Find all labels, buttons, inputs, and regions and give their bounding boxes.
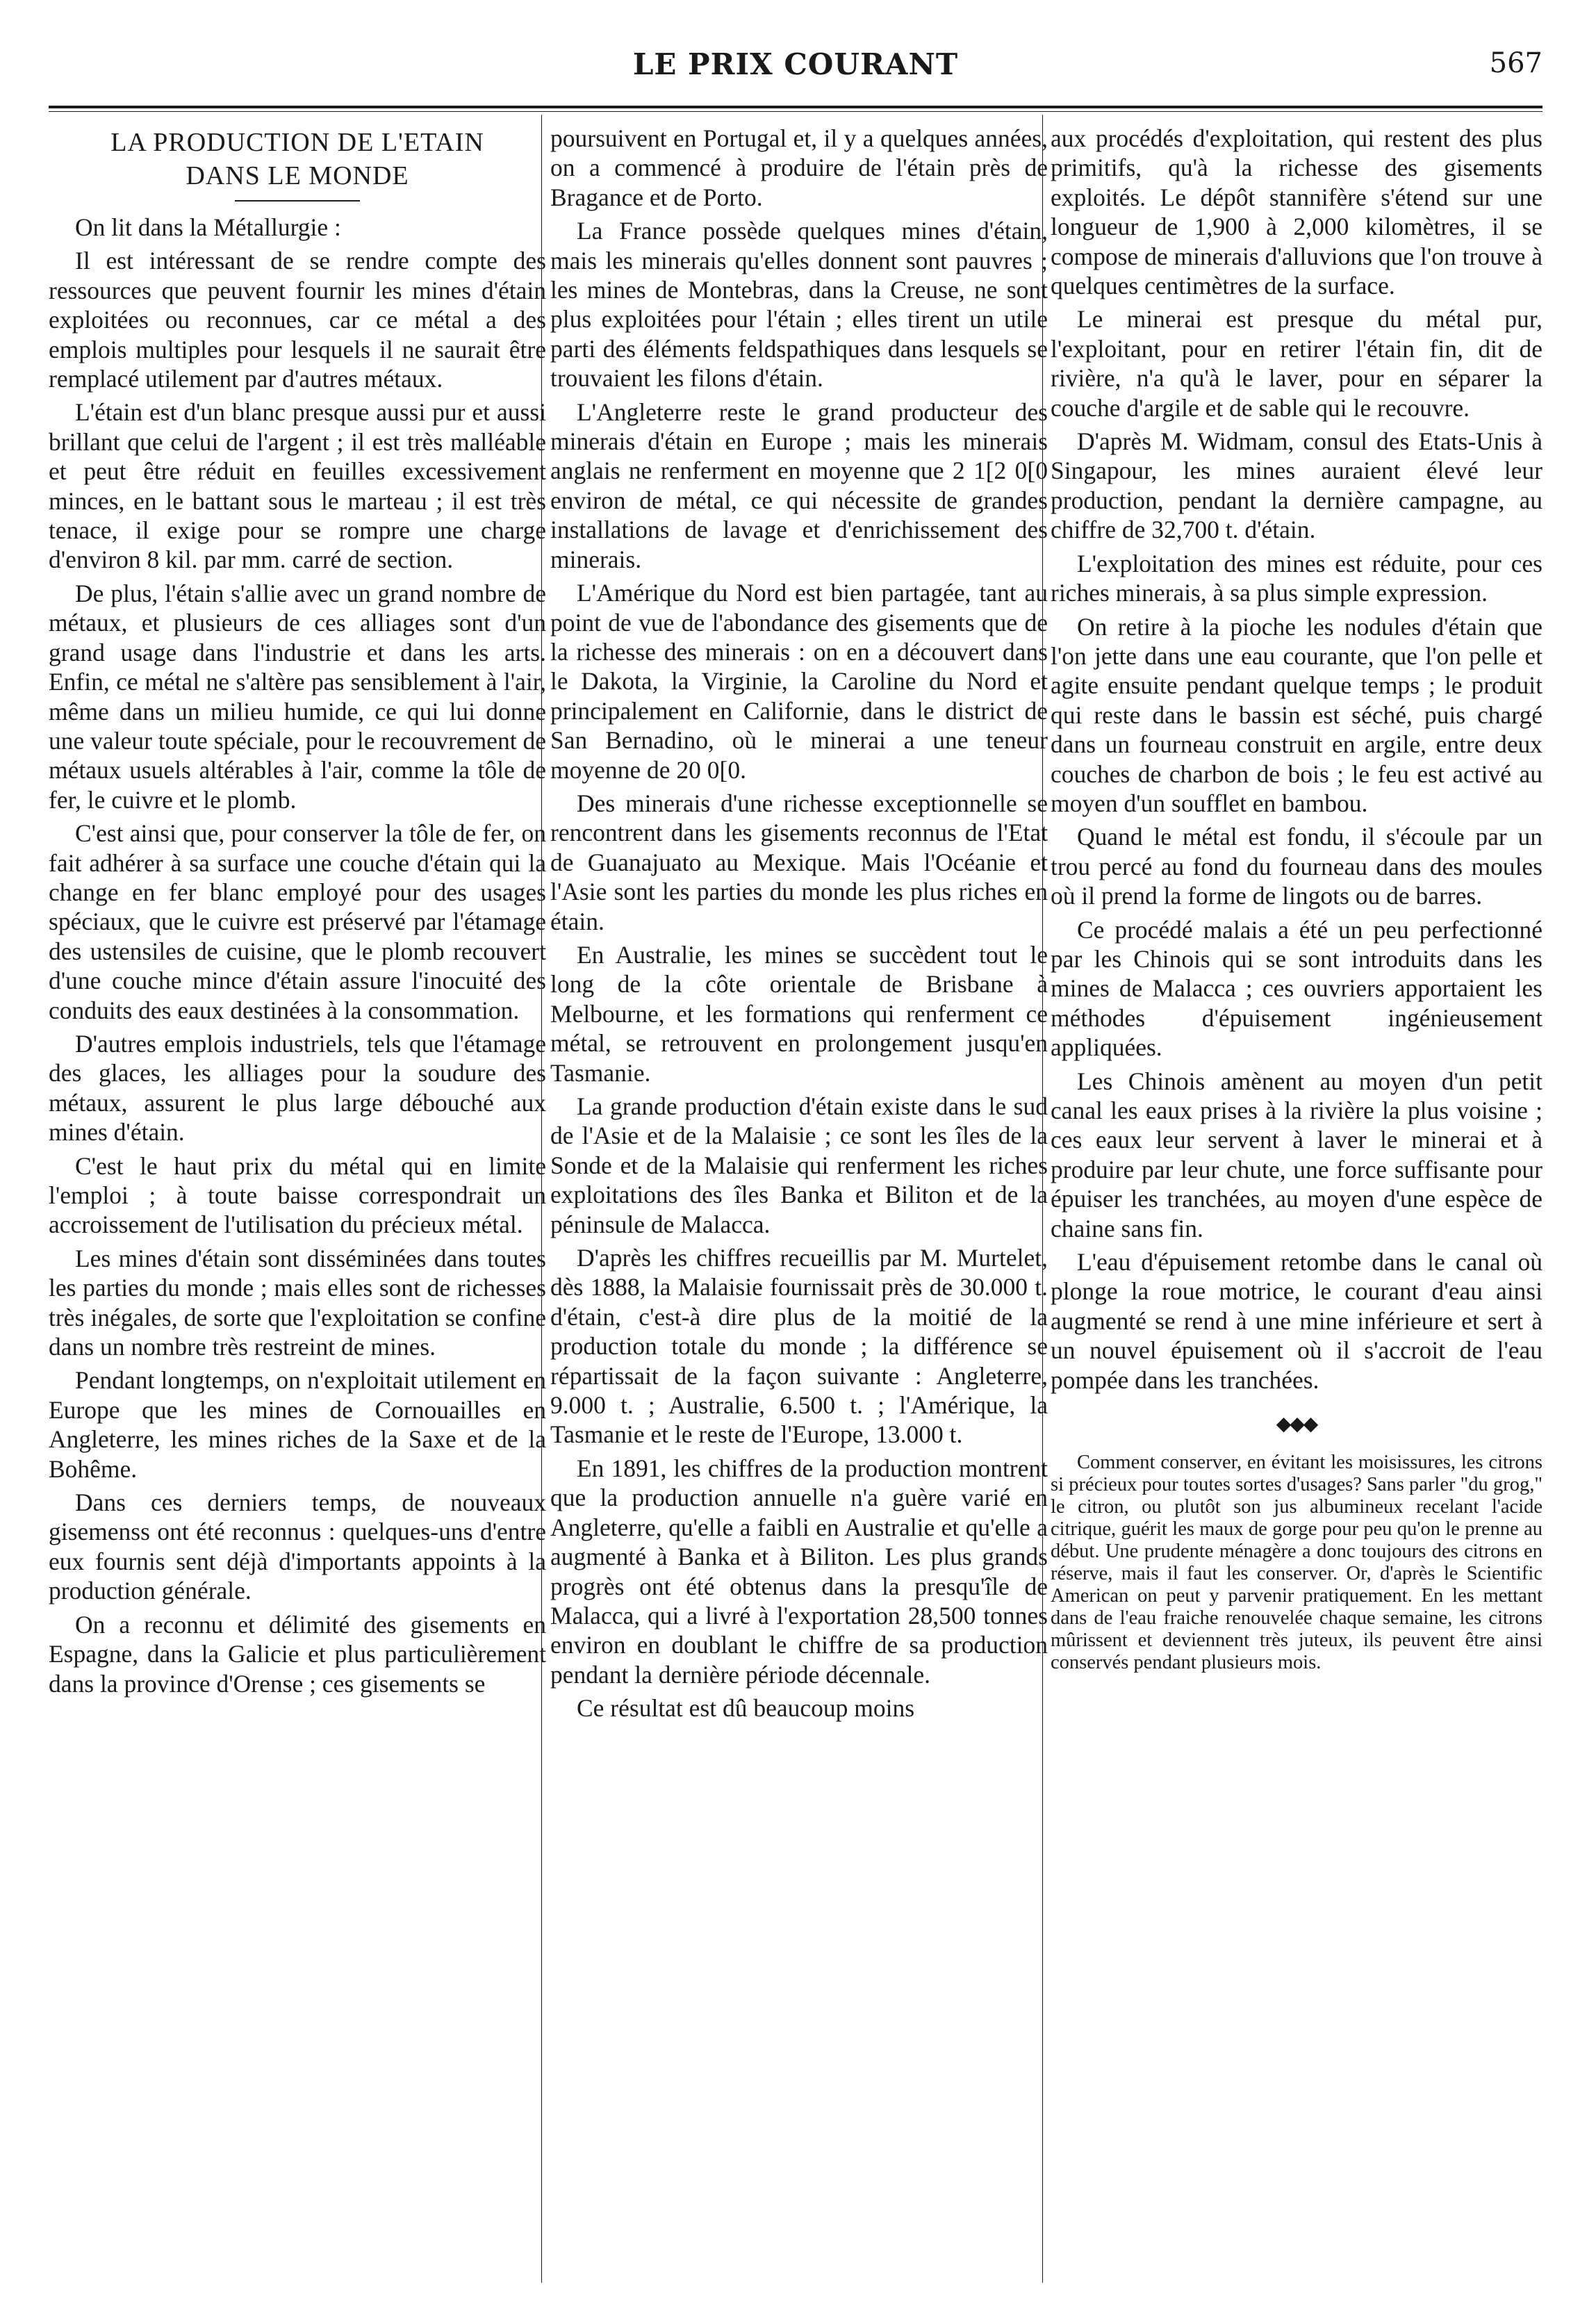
paragraph: Des minerais d'une richesse exceptionnelle se rencontrent dans les gisements reconnus de l'Etat de Guanajuato au Mexique. Mais l'Océanie et l'Asie sont les parties du monde les plus riches en étain.: [550, 789, 1048, 935]
column-2: [550, 124, 1048, 2278]
paragraph: Les mines d'étain sont disséminées dans toutes les parties du monde ; mais elles sont de richesses très inégales, de sorte que l'exploitation se confine dans un nombre très restreint de mines.: [49, 1244, 546, 1361]
paragraph: On retire à la pioche les nodules d'étain que l'on jette dans une eau courante, que l'on pelle et agite ensuite pendant quelque temps ; le produit qui reste dans le bassin est séché, puis chargé dans un fourneau construit en argile, entre deux couches de charbon de bois ; le feu est activé au moyen d'un soufflet en bambou.: [1051, 612, 1542, 817]
paragraph: L'eau d'épuisement retombe dans le canal où plonge la roue motrice, le courant d'eau ainsi augmenté se rend à une mine inférieure et sert à un nouvel épuisement où il s'accroit de l'eau pompée dans les tranchées.: [1051, 1248, 1542, 1394]
paragraph: Les Chinois amènent au moyen d'un petit canal les eaux prises à la rivière la plus voisine ; ces eaux leur servent à laver le minerai et à produire par leur chute, une force suffisante pour épuiser les tranchées, au moyen d'une espèce de chaine sans fin.: [1051, 1067, 1542, 1242]
paragraph: En Australie, les mines se succèdent tout le long de la côte orientale de Brisbane à Melbourne, et les formations qui renferment ce métal, se retrouvent en prolongement jusqu'en Tasmanie.: [550, 940, 1048, 1087]
paragraph: On a reconnu et délimité des gisements en Espagne, dans la Galicie et plus particulièrement dans la province d'Orense ; ces gisements se: [49, 1610, 546, 1698]
paragraph: Ce résultat est dû beaucoup moins: [577, 1694, 915, 1723]
article-title-line2: DANS LE MONDE: [186, 161, 409, 190]
paragraph: Dans ces derniers temps, de nouveaux gisemenss ont été reconnus : quelques-uns d'entre eux fournis sent déjà d'importants appoints à la production générale.: [49, 1488, 546, 1605]
journal-title: LE PRIX COURANT: [632, 47, 959, 81]
paragraph: L'étain est d'un blanc presque aussi pur et aussi brillant que celui de l'argent ; il est très malléable et peut être réduit en feuilles excessivement minces, en le battant sous le marteau ; il est très tenace, il exige pour se rompre une charge d'environ 8 kil. par mm. carré de section.: [49, 398, 546, 574]
paragraph: La grande production d'étain existe dans le sud de l'Asie et de la Malaisie ; ce sont les îles de la Sonde et de la Malaisie qui renferment les riches exploitations des îles Banka et Biliton et de la péninsule de Malacca.: [550, 1092, 1048, 1238]
title-rule: [235, 200, 360, 202]
section-ornament: ◆◆◆: [1276, 1413, 1317, 1436]
paragraph: D'autres emplois industriels, tels que l'étamage des glaces, les alliages pour la soudure des métaux, assurent le plus large débouché aux mines d'étain.: [49, 1029, 546, 1147]
article-title-line1: LA PRODUCTION DE L'ETAIN: [110, 128, 484, 157]
page-number: 567: [1489, 47, 1542, 79]
paragraph: Le minerai est presque du métal pur, l'exploitant, pour en retirer l'étain fin, dit de rivière, n'a qu'à le laver, pour en séparer la couche d'argile et de sable qui le recouvre.: [1051, 305, 1542, 422]
paragraph: L'Amérique du Nord est bien partagée, tant au point de vue de l'abondance des gisements que de la richesse des minerais : on en a découvert dans le Dakota, la Virginie, la Caroline du Nord et principalement en Californie, dans le district de San Bernadino, où le minerai a une teneur moyenne de 20 0[0.: [550, 579, 1048, 784]
column-1: [49, 124, 546, 2278]
paragraph: poursuivent en Portugal et, il y a quelques années, on a commencé à produire de l'étain près de Bragance et de Porto.: [550, 124, 1048, 211]
paragraph: La France possède quelques mines d'étain, mais les minerais qu'elles donnent sont pauvres ; les mines de Montebras, dans la Creuse, ne sont plus exploitées pour l'étain ; elles tirent un utile parti des éléments feldspathiques dans lesquels se trouvaient les filons d'étain.: [550, 217, 1048, 393]
paragraph: Ce procédé malais a été un peu perfectionné par les Chinois qui se sont introduits dans les mines de Malacca ; ces ouvriers apportaient les méthodes d'épuisement ingénieusement appliquées.: [1051, 915, 1542, 1062]
note-paragraph: Comment conserver, en évitant les moisissures, les citrons si précieux pour toutes sortes d'usages? Sans parler "du grog," le citron, ou plutôt son jus albumineux recelant l'acide citrique, guérit les maux de gorge pour peu qu'on le prenne au début. Une prudente ménagère a donc toujours des citrons en réserve, mais il faut les conserver. Or, d'après le Scientific American on peut y parvenir pratiquement. En les mettant dans de l'eau fraiche renouvelée chaque semaine, les citrons mûrissent et deviennent très juteux, ils peuvent être ainsi conservés pendant plusieurs mois.: [1051, 1452, 1542, 1674]
header-rule: [49, 106, 1542, 108]
paragraph: En 1891, les chiffres de la production montrent que la production annuelle n'a guère varié en Angleterre, qu'elle a faibli en Australie et qu'elle a augmenté à Banka et à Biliton. Les plus grands progrès ont été obtenus dans la presqu'île de Malacca, qui a livré à l'exportation 28,500 tonnes environ en doublant le chiffre de sa production pendant la dernière période décennale.: [550, 1454, 1048, 1689]
paragraph: C'est le haut prix du métal qui en limite l'emploi ; à toute baisse correspondrait un accroissement de l'utilisation du précieux métal.: [49, 1151, 546, 1239]
paragraph: Pendant longtemps, on n'exploitait utilement en Europe que les mines de Cornouailles en Angleterre, les mines riches de la Saxe et de la Bohême.: [49, 1366, 546, 1483]
paragraph: C'est ainsi que, pour conserver la tôle de fer, on fait adhérer à sa surface une couche d'étain qui la change en fer blanc employé pour des usages spéciaux, que le cuivre est préservé par l'étamage des ustensiles de cuisine, que le plomb recouvert d'une couche mince d'étain assure l'inocuité des conduits des eaux destinées à la consommation.: [49, 819, 546, 1024]
paragraph: L'Angleterre reste le grand producteur des minerais d'étain en Europe ; mais les minerais anglais ne renferment en moyenne que 2 1[2 0[0 environ de métal, ce qui nécessite de grandes installations de lavage et d'enrichissement des minerais.: [550, 397, 1048, 573]
note-block: [1051, 1452, 1542, 1674]
paragraph: D'après les chiffres recueillis par M. Murtelet, dès 1888, la Malaisie fournissait près de 30.000 t. d'étain, c'est-à dire plus de la moitié de la production totale du monde ; la différence se répartissait de la façon suivante : Angleterre, 9.000 t. ; Australie, 6.500 t. ; l'Amérique, la Tasmanie et le reste de l'Europe, 13.000 t.: [550, 1244, 1048, 1449]
header-rule-thin: [49, 111, 1542, 112]
paragraph: D'après M. Widmam, consul des Etats-Unis à Singapour, les mines auraient élevé leur production, pendant la dernière campagne, au chiffre de 32,700 t. d'étain.: [1051, 427, 1542, 544]
paragraph: L'exploitation des mines est réduite, pour ces riches minerais, à sa plus simple expression.: [1051, 549, 1542, 607]
paragraph: Il est intéressant de se rendre compte des ressources que peuvent fournir les mines d'étain exploitées ou reconnues, car ce métal a des emplois multiples pour lesquels il ne saurait être remplacé utilement par d'autres métaux.: [49, 247, 546, 393]
page-header: [49, 42, 1542, 104]
paragraph: De plus, l'étain s'allie avec un grand nombre de métaux, et plusieurs de ces alliages sont d'un grand usage dans l'industrie et dans les arts. Enfin, ce métal ne s'altère pas sensiblement à l'air, même dans un milieu humide, ce qui lui donne une valeur toute spéciale, pour le recouvrement de métaux usuels altérables à l'air, comme la tôle de fer, le cuivre et le plomb.: [49, 579, 546, 814]
paragraph: aux procédés d'exploitation, qui restent des plus primitifs, qu'à la richesse des gisements exploités. Le dépôt stannifère s'étend sur une longueur de 1,900 à 2,000 kilomètres, il se compose de minerais d'alluvions que l'on trouve à quelques centimètres de la surface.: [1051, 124, 1542, 300]
paragraph: Quand le métal est fondu, il s'écoule par un trou percé au fond du fourneau dans des moules où il prend la forme de lingots ou de barres.: [1051, 823, 1542, 910]
paragraph: On lit dans la Métallurgie :: [75, 213, 341, 241]
column-3: [1051, 124, 1542, 2278]
